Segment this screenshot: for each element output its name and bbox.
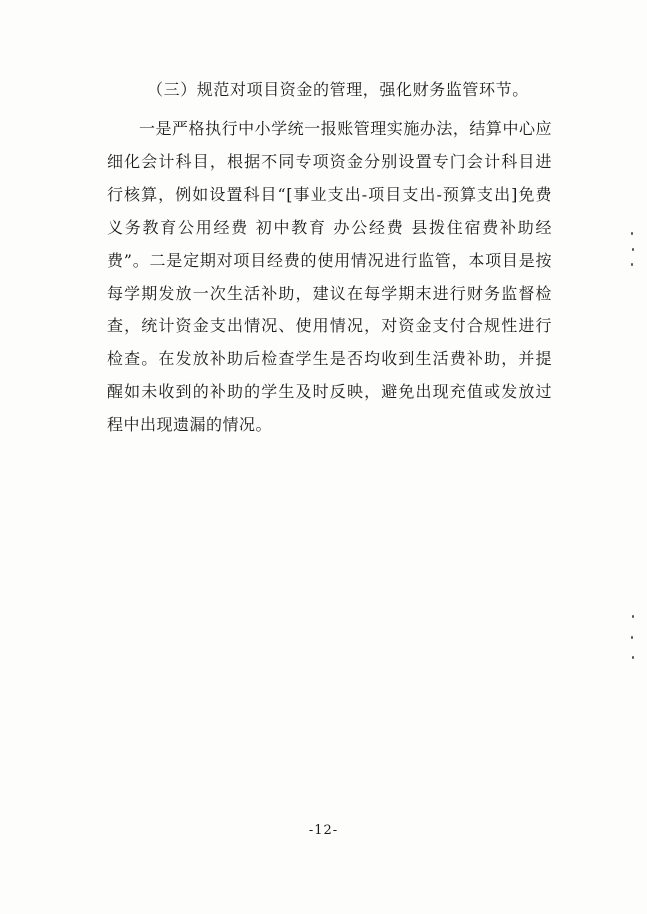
scan-speck: [631, 232, 633, 235]
body-paragraph: 一是严格执行中小学统一报账管理实施办法，结算中心应细化会计科目，根据不同专项资金分别设置专门会计科目进行核算，例如设置科目“[事业支出-项目支出-预算支出]免费义务教育公用经费 初中教育 办公经费 县拨住宿费补助经费”。二是定期对项目经费的使用情况进行监管，本项目是按每学期发放一次生活补助，建议在每学期末进行财务监督检查，统计资金支出情况、使用情况，对资金支付合规性进行检查。在发放补助后检查学生是否均收到生活费补助，并提醒如未收到的补助的学生及时反映，避免出现充值或发放过程中出现遗漏的情况。: [107, 119, 552, 435]
section-heading: （三）规范对项目资金的管理，强化财务监管环节。: [147, 80, 529, 99]
scan-speck: [631, 636, 633, 639]
scan-speck: [631, 263, 633, 266]
scan-speck: [632, 656, 634, 659]
scan-speck: [632, 248, 634, 251]
page-number: -12-: [308, 823, 339, 838]
scan-speck: [632, 615, 634, 618]
